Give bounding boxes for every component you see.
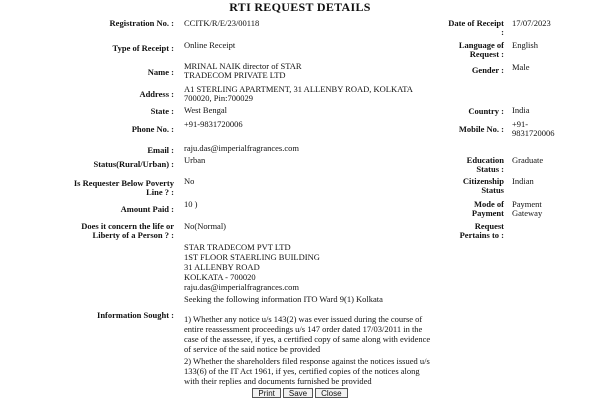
country-label: Country : <box>468 106 504 116</box>
mobile-value-line1: +91- <box>512 119 529 129</box>
mobile-label: Mobile No. : <box>458 124 504 134</box>
status-value: Urban <box>184 155 206 165</box>
date-of-receipt-label-line1: Date of Receipt <box>448 18 504 28</box>
close-button[interactable]: Close <box>315 388 347 398</box>
date-of-receipt-value: 17/07/2023 <box>512 18 551 28</box>
gender-label: Gender : <box>471 65 504 75</box>
para1-line: 1) Whether any notice u/s 143(2) was ever issued during the course of <box>184 314 423 324</box>
registration-no-label: Registration No. : <box>109 18 174 28</box>
gender-value: Male <box>512 62 530 72</box>
info-line: STAR TRADECOM PVT LTD <box>184 242 291 252</box>
life-liberty-label-line2: Liberty of a Person ? : <box>92 230 174 240</box>
country-value: India <box>512 105 530 115</box>
info-paragraph-1 <box>184 314 584 354</box>
para2-line: 133(6) of the IT Act 1961, if yes, certified copies of the notices along <box>184 366 420 376</box>
below-poverty-value: No <box>184 176 195 186</box>
language-label-line2: Request : <box>469 49 504 59</box>
address-value-line2: 700020, Pin:700029 <box>184 93 253 103</box>
name-label: Name : <box>147 67 174 77</box>
type-of-receipt-label: Type of Receipt : <box>112 43 174 53</box>
education-value: Graduate <box>512 155 544 165</box>
language-value: English <box>512 40 538 50</box>
request-pertains-label-line1: Request <box>474 221 504 231</box>
para1-line: case of the assessee, if yes, a certified copy of same along with evidence <box>184 334 431 344</box>
language-label-line1: Language of <box>458 40 504 50</box>
registration-no-value: CCITK/R/E/23/00118 <box>184 18 260 28</box>
info-line: 1ST FLOOR STAERLING BUILDING <box>184 252 320 262</box>
address-label: Address : <box>139 89 174 99</box>
life-liberty-value: No(Normal) <box>184 221 227 231</box>
amount-paid-label: Amount Paid : <box>120 204 174 214</box>
life-liberty-label-line1: Does it concern the life or <box>81 221 174 231</box>
date-of-receipt-label-line2: : <box>501 27 504 37</box>
mobile-value-line2: 9831720006 <box>512 128 555 138</box>
action-button-bar <box>0 388 600 400</box>
seeking-line: Seeking the following information ITO Ward 9(1) Kolkata <box>184 294 383 304</box>
information-sought-label: Information Sought : <box>97 310 174 320</box>
mode-of-payment-label-line1: Mode of <box>474 199 504 209</box>
mode-of-payment-value-line1: Payment <box>512 199 542 209</box>
info-line: raju.das@imperialfragrances.com <box>184 282 299 292</box>
save-button[interactable]: Save <box>283 388 313 398</box>
type-of-receipt-value: Online Receipt <box>184 40 236 50</box>
phone-label: Phone No. : <box>131 124 174 134</box>
info-paragraph-2 <box>184 356 584 386</box>
mode-of-payment-value-line2: Gateway <box>512 208 543 218</box>
request-pertains-label-line2: Pertains to : <box>459 230 504 240</box>
para2-line: 2) Whether the shareholders filed response against the notices issued u/s <box>184 356 430 366</box>
citizenship-value: Indian <box>512 176 534 186</box>
address-value-line1: A1 STERLING APARTMENT, 31 ALLENBY ROAD, KOLKATA <box>184 84 413 94</box>
below-poverty-label-line1: Is Requester Below Poverty <box>73 178 174 188</box>
page-title: RTI REQUEST DETAILS <box>229 0 371 14</box>
name-value-line2: TRADECOM PRIVATE LTD <box>184 70 286 80</box>
state-value: West Bengal <box>184 105 227 115</box>
citizenship-label-line1: Citizenship <box>462 176 504 186</box>
email-label: Email : <box>147 145 174 155</box>
email-value: raju.das@imperialfragrances.com <box>184 143 299 153</box>
name-value-line1: MRINAL NAIK director of STAR <box>184 61 302 71</box>
state-label: State : <box>150 106 174 116</box>
phone-value: +91-9831720006 <box>184 119 243 129</box>
para1-line: entire reassessment proceedings u/s 147 order dated 17/03/2011 in the <box>184 324 423 334</box>
amount-paid-value: 10 ) <box>184 199 198 209</box>
print-button[interactable]: Print <box>252 388 280 398</box>
info-line: 31 ALLENBY ROAD <box>184 262 260 272</box>
para1-line: of service of the said notice be provided <box>184 344 321 354</box>
mode-of-payment-label-line2: Payment <box>471 208 504 218</box>
para2-line: with their replies and documents furnished be provided <box>184 376 372 386</box>
requester-address-block <box>184 242 584 292</box>
status-label: Status(Rural/Urban) : <box>93 159 174 169</box>
below-poverty-label-line2: Line ? : <box>146 187 174 197</box>
education-label-line1: Education <box>466 155 504 165</box>
info-line: KOLKATA - 700020 <box>184 272 256 282</box>
citizenship-label-line2: Status <box>481 185 504 195</box>
education-label-line2: Status : <box>476 164 504 174</box>
